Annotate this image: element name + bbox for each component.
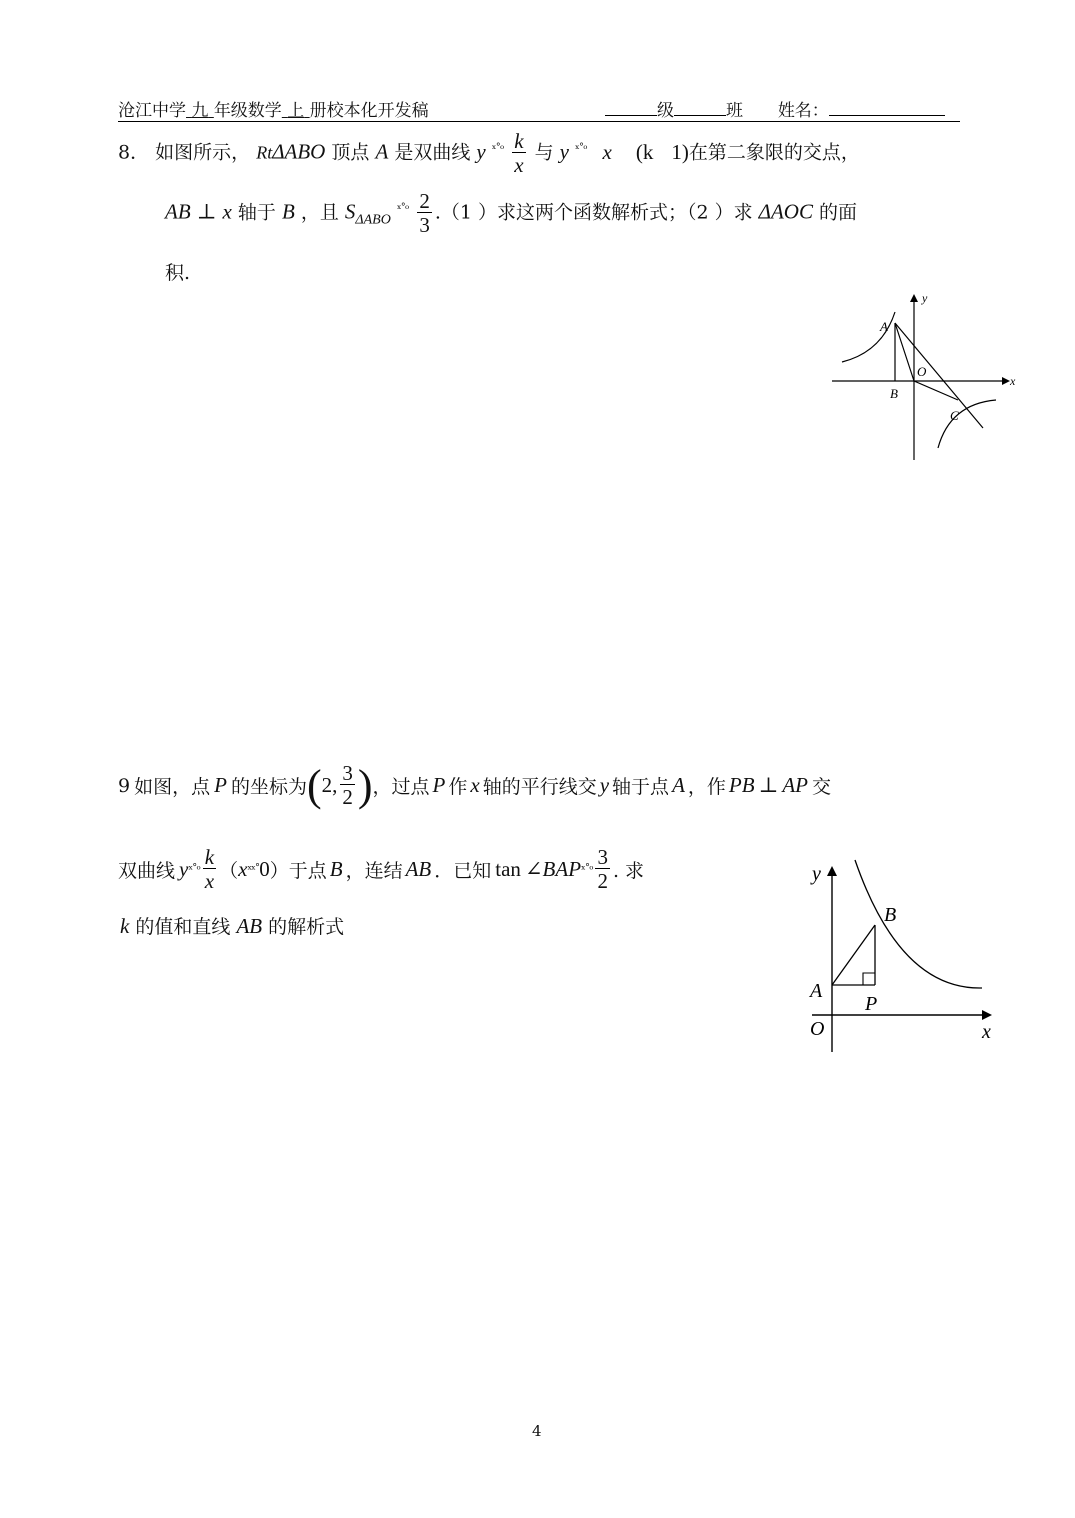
page-number: 4 (532, 1422, 542, 1440)
garbled-mark: ˣ˚ᵒ (491, 142, 504, 156)
q9-zero: 0 (259, 857, 270, 881)
name-blank[interactable] (829, 99, 945, 116)
q9-ab: AB (236, 914, 263, 938)
q8-area-sub: ΔABO (355, 212, 391, 228)
q9-text: 交 (811, 776, 831, 798)
q9-line3 (120, 912, 344, 939)
q8-text: 与 (534, 141, 554, 164)
q9-var: k (120, 914, 130, 938)
q9-point: P (214, 773, 227, 797)
fig9-label-a: A (810, 980, 823, 1002)
garbled-mark: ˣ˚ᵒ (581, 863, 593, 876)
q8-paren: (k (635, 139, 654, 164)
q9-text: 的解析式 (268, 916, 345, 938)
q9-hyperbola-fraction: $\frac{k}{x}$ (204, 845, 215, 893)
q9-text: ，作 (687, 776, 726, 798)
header-left (118, 96, 429, 121)
q9-text: ，过点 (372, 776, 430, 798)
q9-text: 的坐标为 (230, 776, 307, 798)
garbled-mark: ˣ˚ᵒ (575, 142, 587, 156)
q9-text: . 求 (612, 860, 645, 882)
fig8-label-o: O (917, 364, 927, 379)
q8-text: 积. (165, 262, 191, 284)
q8-text: 是双曲线 (394, 141, 471, 164)
q8-triangle: ΔABO (272, 139, 326, 164)
q8-triangle-aoc: ΔAOC (758, 199, 813, 224)
fig8-label-a: A (880, 319, 888, 334)
q9-var: y (179, 857, 189, 881)
q8-paren-end: 1) (671, 139, 689, 164)
q8-point: A (375, 139, 389, 164)
q9-tan: tan (495, 857, 521, 881)
figure-8 (826, 288, 1026, 466)
q8-text: 如图所示， (155, 141, 251, 164)
q9-point: P (432, 773, 446, 797)
q9-tan-fraction: $\frac{3}{2}$ (597, 845, 608, 893)
class-label: 班 (726, 101, 743, 121)
q8-line2 (165, 190, 857, 237)
q8-text: ，且 (300, 201, 339, 224)
q9-text: （ (219, 860, 239, 882)
garbled-mark: ˣˣ˚ (247, 863, 260, 876)
fig9-label-p: P (865, 993, 878, 1015)
grade-blank[interactable] (605, 99, 657, 116)
q8-var: y (476, 139, 486, 164)
q9-coord-x: 2, (321, 773, 338, 797)
fig8-label-x: x (1010, 374, 1016, 388)
q8-line1 (118, 130, 860, 177)
q9-text: 如图，点 (134, 776, 211, 798)
fig9-label-o: O (810, 1018, 825, 1040)
q9-coord-fraction: $\frac{3}{2}$ (342, 761, 353, 809)
q8-var: x (222, 199, 232, 224)
q9-text: 的值和直线 (135, 916, 231, 938)
q9-point: B (329, 857, 343, 881)
fig8-label-b: B (890, 386, 898, 401)
q9-number: 9 (118, 774, 131, 797)
q9-var: y (599, 773, 610, 797)
q8-text: 轴于 (237, 201, 276, 224)
q8-text: 在第二象限的交点， (688, 141, 860, 164)
q9-text: 轴的平行线交 (482, 776, 597, 798)
name-label: 姓名： (777, 101, 829, 121)
q9-perp: ⊥ (758, 773, 779, 797)
q8-var: y (559, 139, 569, 164)
q8-area: S (344, 199, 356, 224)
q9-var: x (238, 857, 248, 881)
q8-text: .（1 ）求这两个函数解析式；（2 ）求 (434, 201, 753, 224)
fig9-label-x: x (982, 1021, 991, 1043)
class-blank[interactable] (674, 99, 726, 116)
q8-var: x (602, 139, 612, 164)
q9-var: x (470, 773, 480, 797)
grade-value: 九 (191, 101, 209, 121)
q8-text: 的面 (819, 201, 858, 224)
garbled-mark: ˣ˚ᵒ (188, 863, 200, 876)
q9-text: ）于点 (269, 860, 327, 882)
fig9-label-y: y (812, 863, 821, 885)
q9-text: 双曲线 (118, 860, 176, 882)
q8-rt: Rt (256, 142, 273, 163)
q8-area-fraction: $\frac{2}{3}$ (419, 189, 430, 237)
q8-perp: ⊥ (196, 199, 217, 224)
left-paren: ( (306, 761, 322, 810)
volume-value: 上 (287, 101, 305, 121)
q9-angle: ∠BAP (524, 857, 582, 881)
right-paren: ) (357, 761, 373, 810)
q9-point: A (672, 773, 685, 797)
volume-suffix: 册校本化开发稿 (309, 101, 429, 121)
q8-line3 (165, 258, 190, 285)
q9-text: 轴于点 (612, 776, 670, 798)
q8-number: 8． (118, 141, 150, 164)
q9-text: 作 (448, 776, 468, 798)
figure-9 (800, 858, 1010, 1058)
fig9-label-b: B (884, 904, 897, 926)
q9-line1 (118, 760, 831, 811)
fig8-label-c: C (950, 408, 959, 423)
grade-label: 级 (657, 101, 674, 121)
q9-ap: AP (782, 773, 808, 797)
q9-pb: PB (728, 773, 755, 797)
fig8-label-y: y (922, 291, 928, 305)
q8-point: B (281, 199, 295, 224)
q8-text: 顶点 (331, 141, 370, 164)
q9-text: ，连结 (345, 860, 403, 882)
q8-ab: AB (165, 199, 191, 224)
q9-text: ．已知 (434, 860, 492, 882)
header-rule (118, 121, 960, 122)
header-right (605, 96, 945, 121)
school-name: 沧江中学 (118, 101, 186, 121)
q9-ab: AB (405, 857, 432, 881)
q9-line2 (118, 846, 644, 893)
q8-fraction: $\frac{k}{x}$ (514, 129, 524, 177)
grade-suffix: 年级数学 (213, 101, 282, 121)
garbled-mark: ˣ˚ᵒ (396, 202, 409, 216)
